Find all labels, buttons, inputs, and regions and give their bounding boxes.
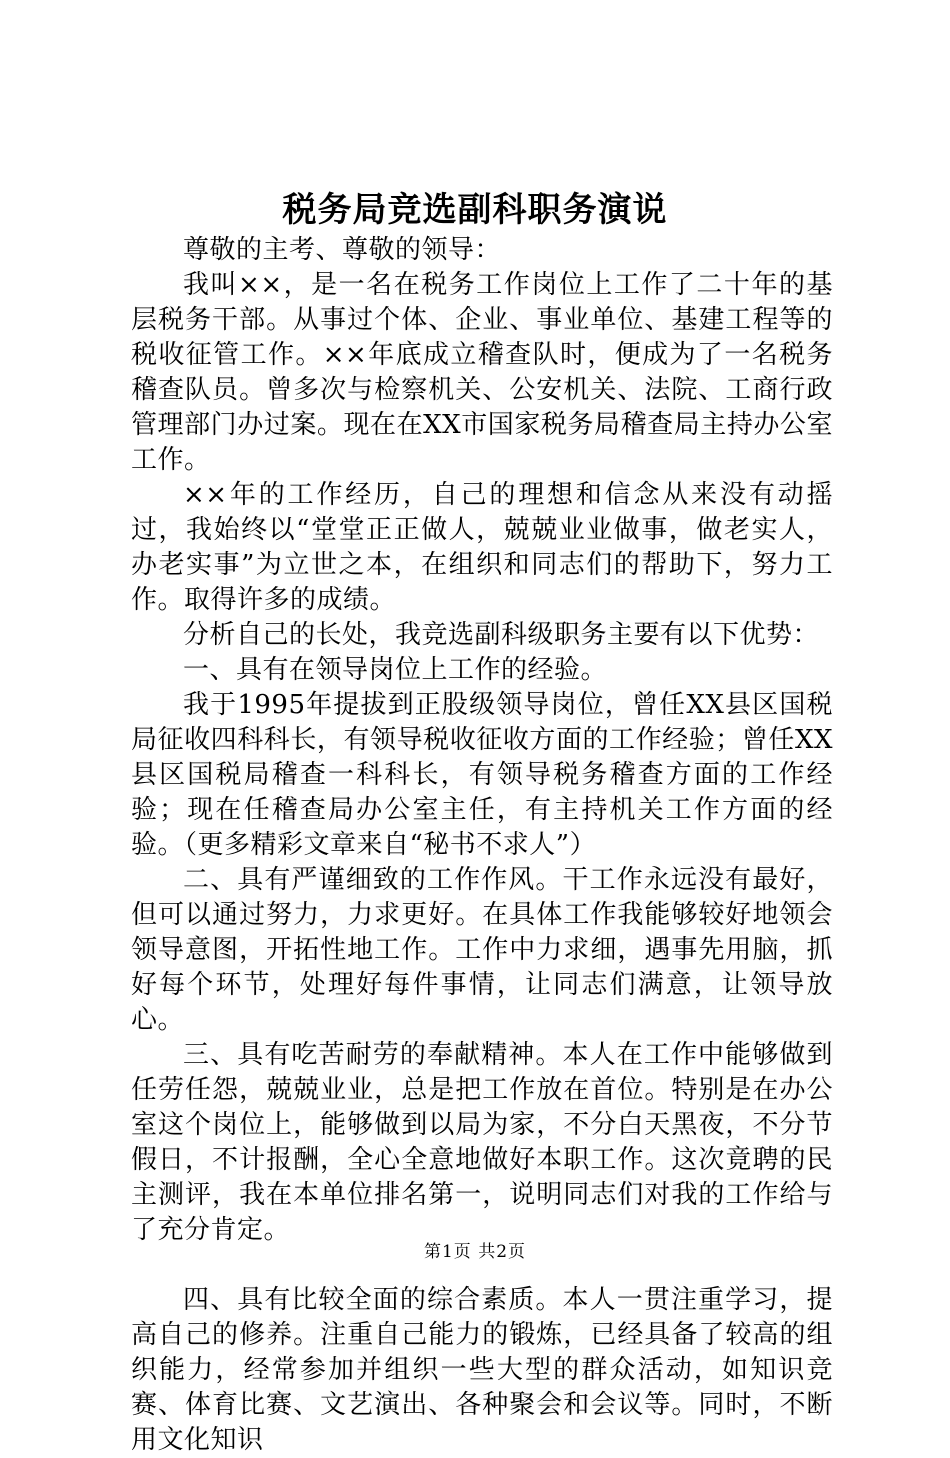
paragraph-strengths-lead: 分析自己的长处，我竞选副科级职务主要有以下优势：	[183, 620, 820, 650]
paragraph-strength-1: 我于1995年提拔到正股级领导岗位，曾任XX县区国税局征收四科科长，有领导税收征收方面的工作经验；曾任XX县区国税局稽查一科科长，有领导税务稽查方面的工作经验；现在任稽查局办公室主任，有主持机关工作方面的经验。（更多精彩文章来自“秘书不求人”）	[131, 690, 833, 860]
document-title: 税务局竞选副科职务演说	[282, 190, 668, 230]
paragraph-intro: 我叫××，是一名在税务工作岗位上工作了二十年的基层税务干部。从事过个体、企业、事业单位、基建工程等的税收征管工作。××年底成立稽查队时，便成为了一名税务稽查队员。曾多次与检察机关、公安机关、法院、工商行政管理部门办过案。现在在XX市国家税务局稽查局主持办公室工作。	[131, 270, 833, 475]
document-body	[131, 233, 833, 1458]
paragraph-strength-2: 二、具有严谨细致的工作作风。干工作永远没有最好，但可以通过努力，力求更好。在具体工作我能够较好地领会领导意图，开拓性地工作。工作中力求细，遇事先用脑，抓好每个环节，处理好每件事情，让同志们满意，让领导放心。	[131, 865, 833, 1035]
salutation: 尊敬的主考、尊敬的领导：	[183, 235, 502, 265]
paragraph-strength-3: 三、具有吃苦耐劳的奉献精神。本人在工作中能够做到任劳任怨，兢兢业业，总是把工作放在首位。特别是在办公室这个岗位上，能够做到以局为家，不分白天黑夜，不分节假日，不计报酬，全心全意地做好本职工作。这次竟聘的民主测评，我在本单位排名第一，说明同志们对我的工作给与了充分肯定。	[131, 1040, 833, 1245]
page-number: 第1页 共2页	[423, 1242, 527, 1262]
paragraph-experience: ××年的工作经历，自己的理想和信念从来没有动摇过，我始终以“堂堂正正做人，兢兢业业做事，做老实人，办老实事”为立世之本，在组织和同志们的帮助下，努力工作。取得许多的成绩。	[131, 480, 833, 615]
heading-strength-1: 一、具有在领导岗位上工作的经验。	[183, 655, 608, 685]
paragraph-strength-4: 四、具有比较全面的综合素质。本人一贯注重学习，提高自己的修养。注重自己能力的锻炼，已经具备了较高的组织能力，经常参加并组织一些大型的群众活动，如知识竞赛、体育比赛、文艺演出、各种聚会和会议等。同时，不断用文化知识	[131, 1285, 833, 1455]
